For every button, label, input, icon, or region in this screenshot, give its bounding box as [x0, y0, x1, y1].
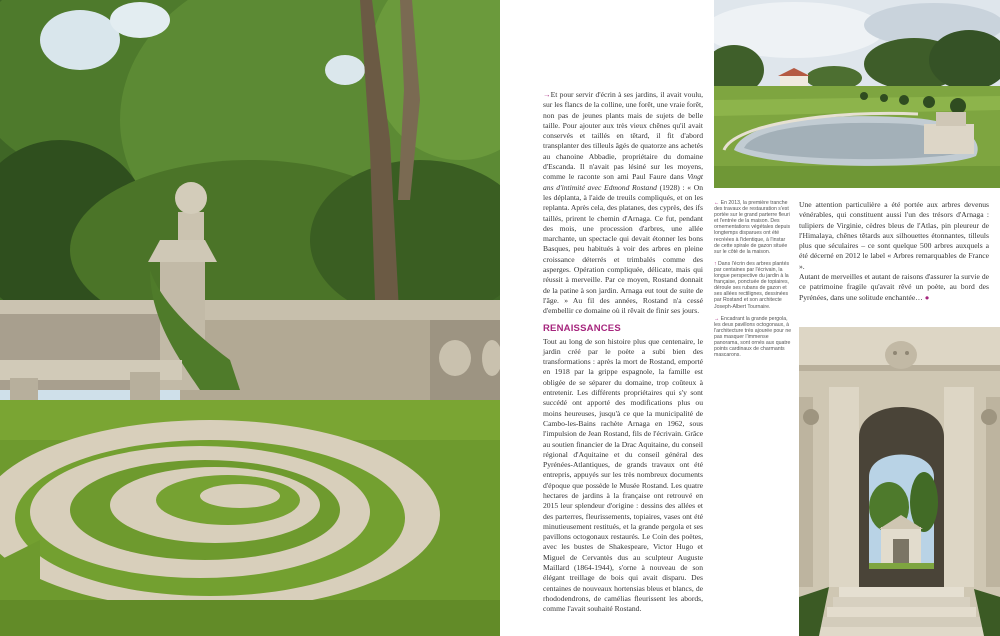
- pavilion-photo: [799, 327, 1000, 636]
- arrow-left-icon: ←: [714, 200, 720, 206]
- photo-captions: [714, 200, 792, 364]
- section-heading: RENAISSANCES: [543, 322, 621, 334]
- trees-paragraph: Une attention particulière a été portée aux arbres devenus vénérables, qui constituent aussi l'un des trésors d'Arnaga : tulipiers de Virginie, cèdres bleus de l'Atlas, pin pleureur de l'Himalaya, chênes têtards aux silhouettes étonnantes, tilleuls plus que séculaires – ce sont quelque 500 arbres auxquels a été décerné en 2012 le label « Arbres remarquables de France ».: [799, 200, 989, 271]
- body-paragraph: Tout au long de son histoire plus que centenaire, le jardin créé par le poète a subi bien des transformations : après la mort de Rostand, emporté en 1918 par la grippe espagnole, la famille est obligée de se séparer du domaine, trop coûteux à entretenir. Les différents propriétaires qui s'y sont succédé ont apporté des modifications plus ou moins heureuses, jusqu'à ce que la municipalité de Cambo-les-Bains rachète Arnaga en 1962, sous l'impulsion de Jean Rostand, fils de l'écrivain. Grâce au soutien financier de la Drac Aquitaine, du conseil régional d'Aquitaine et du conseil général des Pyrénées-Atlantiques, de grands travaux ont été entrepris, appuyés sur les très nombreux documents d'époque que possède le Musée Rostand. Les quatre hectares de jardins à la française ont retrouvé en 2015 leur splendeur d'origine : dessins des allées et des parterres, fleurissements, topiaires, vases ont été minutieusement restitués, et la grande pergola et ses pavillons octogonaux restaurés. Le Coin des poètes, avec les bustes de Shakespeare, Victor Hugo et Miguel de Cervantès dus au sculpteur Auguste Maillard (1864-1944), s'orne à nouveau de son élégant treillage de bois qui avait disparu. Des centaines de nouveaux hortensias bleus et blancs, de rhododendrons, de camélias fleurissent les abords, comme l'avait souhaité Rostand.: [543, 336, 703, 614]
- intro-end-text: (1928) : « On les déplanta, à l'aide de treuils compliqués, et on les replanta. Après cela, des platanes, des cyprès, des ifs taillés, prirent le chemin d'Arnaga. Ce fut, pendant des mois, une procession d'arbres, une allée marchante, un spectacle qui devait étonner les bons Basques, peu habitués à voir des arbres en pleine croissance déterrés et trimbalés comme des asperges. Opération compliquée, délicate, mais qui réussit à merveille. Par ce moyen, Rostand donnait de la patine à son jardin. Arnaga eut tout de suite de l'âge. » Au fil des années, Rostand n'a cessé d'embellir ce domaine où il rêvait de finir ses jours.: [543, 182, 704, 316]
- arrow-up-icon: ↑: [714, 260, 717, 267]
- intro-text: Et pour servir d'écrin à ses jardins, il avait voulu, sur les flancs de la colline, une forêt, une vraie forêt, non pas de jeunes plants mais de sujets de belle taille. Pour ajouter aux très vieux chênes qu'il avait conservés et taillés en têtard, il fit d'abord transplanter des tilleuls âgés de quatorze ans achetés au chanoine Abbadie, propriétaire du domaine d'Escanda. Il n'avait pas lésiné sur les moyens, comme le raconte son ami Paul Faure dans: [543, 90, 703, 182]
- arrow-right-icon: →: [714, 315, 720, 322]
- french-garden-pond-photo: [714, 0, 1000, 188]
- main-text-column: [543, 90, 703, 615]
- closing-paragraph: Autant de merveilles et autant de raisons d'assurer la survie de ce patrimoine fragile qu'avait rêvé un poète, au bord des Pyrénées, dans une solitude enchantée… ●: [799, 272, 989, 302]
- caption-pergola: → Encadrant la grande pergola, les deux pavillons octogonaux, à l'architecture très ajourée pour ne pas masquer l'immense panorama, sont ornés aux quatre points cardinaux de charmants mascarons.: [714, 315, 792, 359]
- intro-paragraph: [543, 90, 703, 317]
- arrow-right-icon: →: [543, 90, 551, 99]
- end-mark-icon: ●: [924, 292, 930, 302]
- caption-perspective: ↑ Dans l'écrin des arbres plantés par centaines par l'écrivain, la longue perspective du jardin à la française, ponctuée de topiaires, déroule ses rubans de gazon et ses allées rectilignes, dessinées par Rostand et son architecte Joseph-Albert Tournaire.: [714, 260, 790, 310]
- right-text-column: [799, 200, 989, 303]
- caption-spiral: ← En 2013, la première tranche des travaux de restauration s'est portée sur le grand parterre fleuri et l'entrée de la maison. Des ornementations végétales depuis longtemps disparues ont été recréées à l'identique, à l'instar de cette spirale de gazon située sur le côté de la maison.: [714, 200, 791, 255]
- book-title: Vingt ans d'intimité avec Edmond Rostand: [543, 172, 703, 192]
